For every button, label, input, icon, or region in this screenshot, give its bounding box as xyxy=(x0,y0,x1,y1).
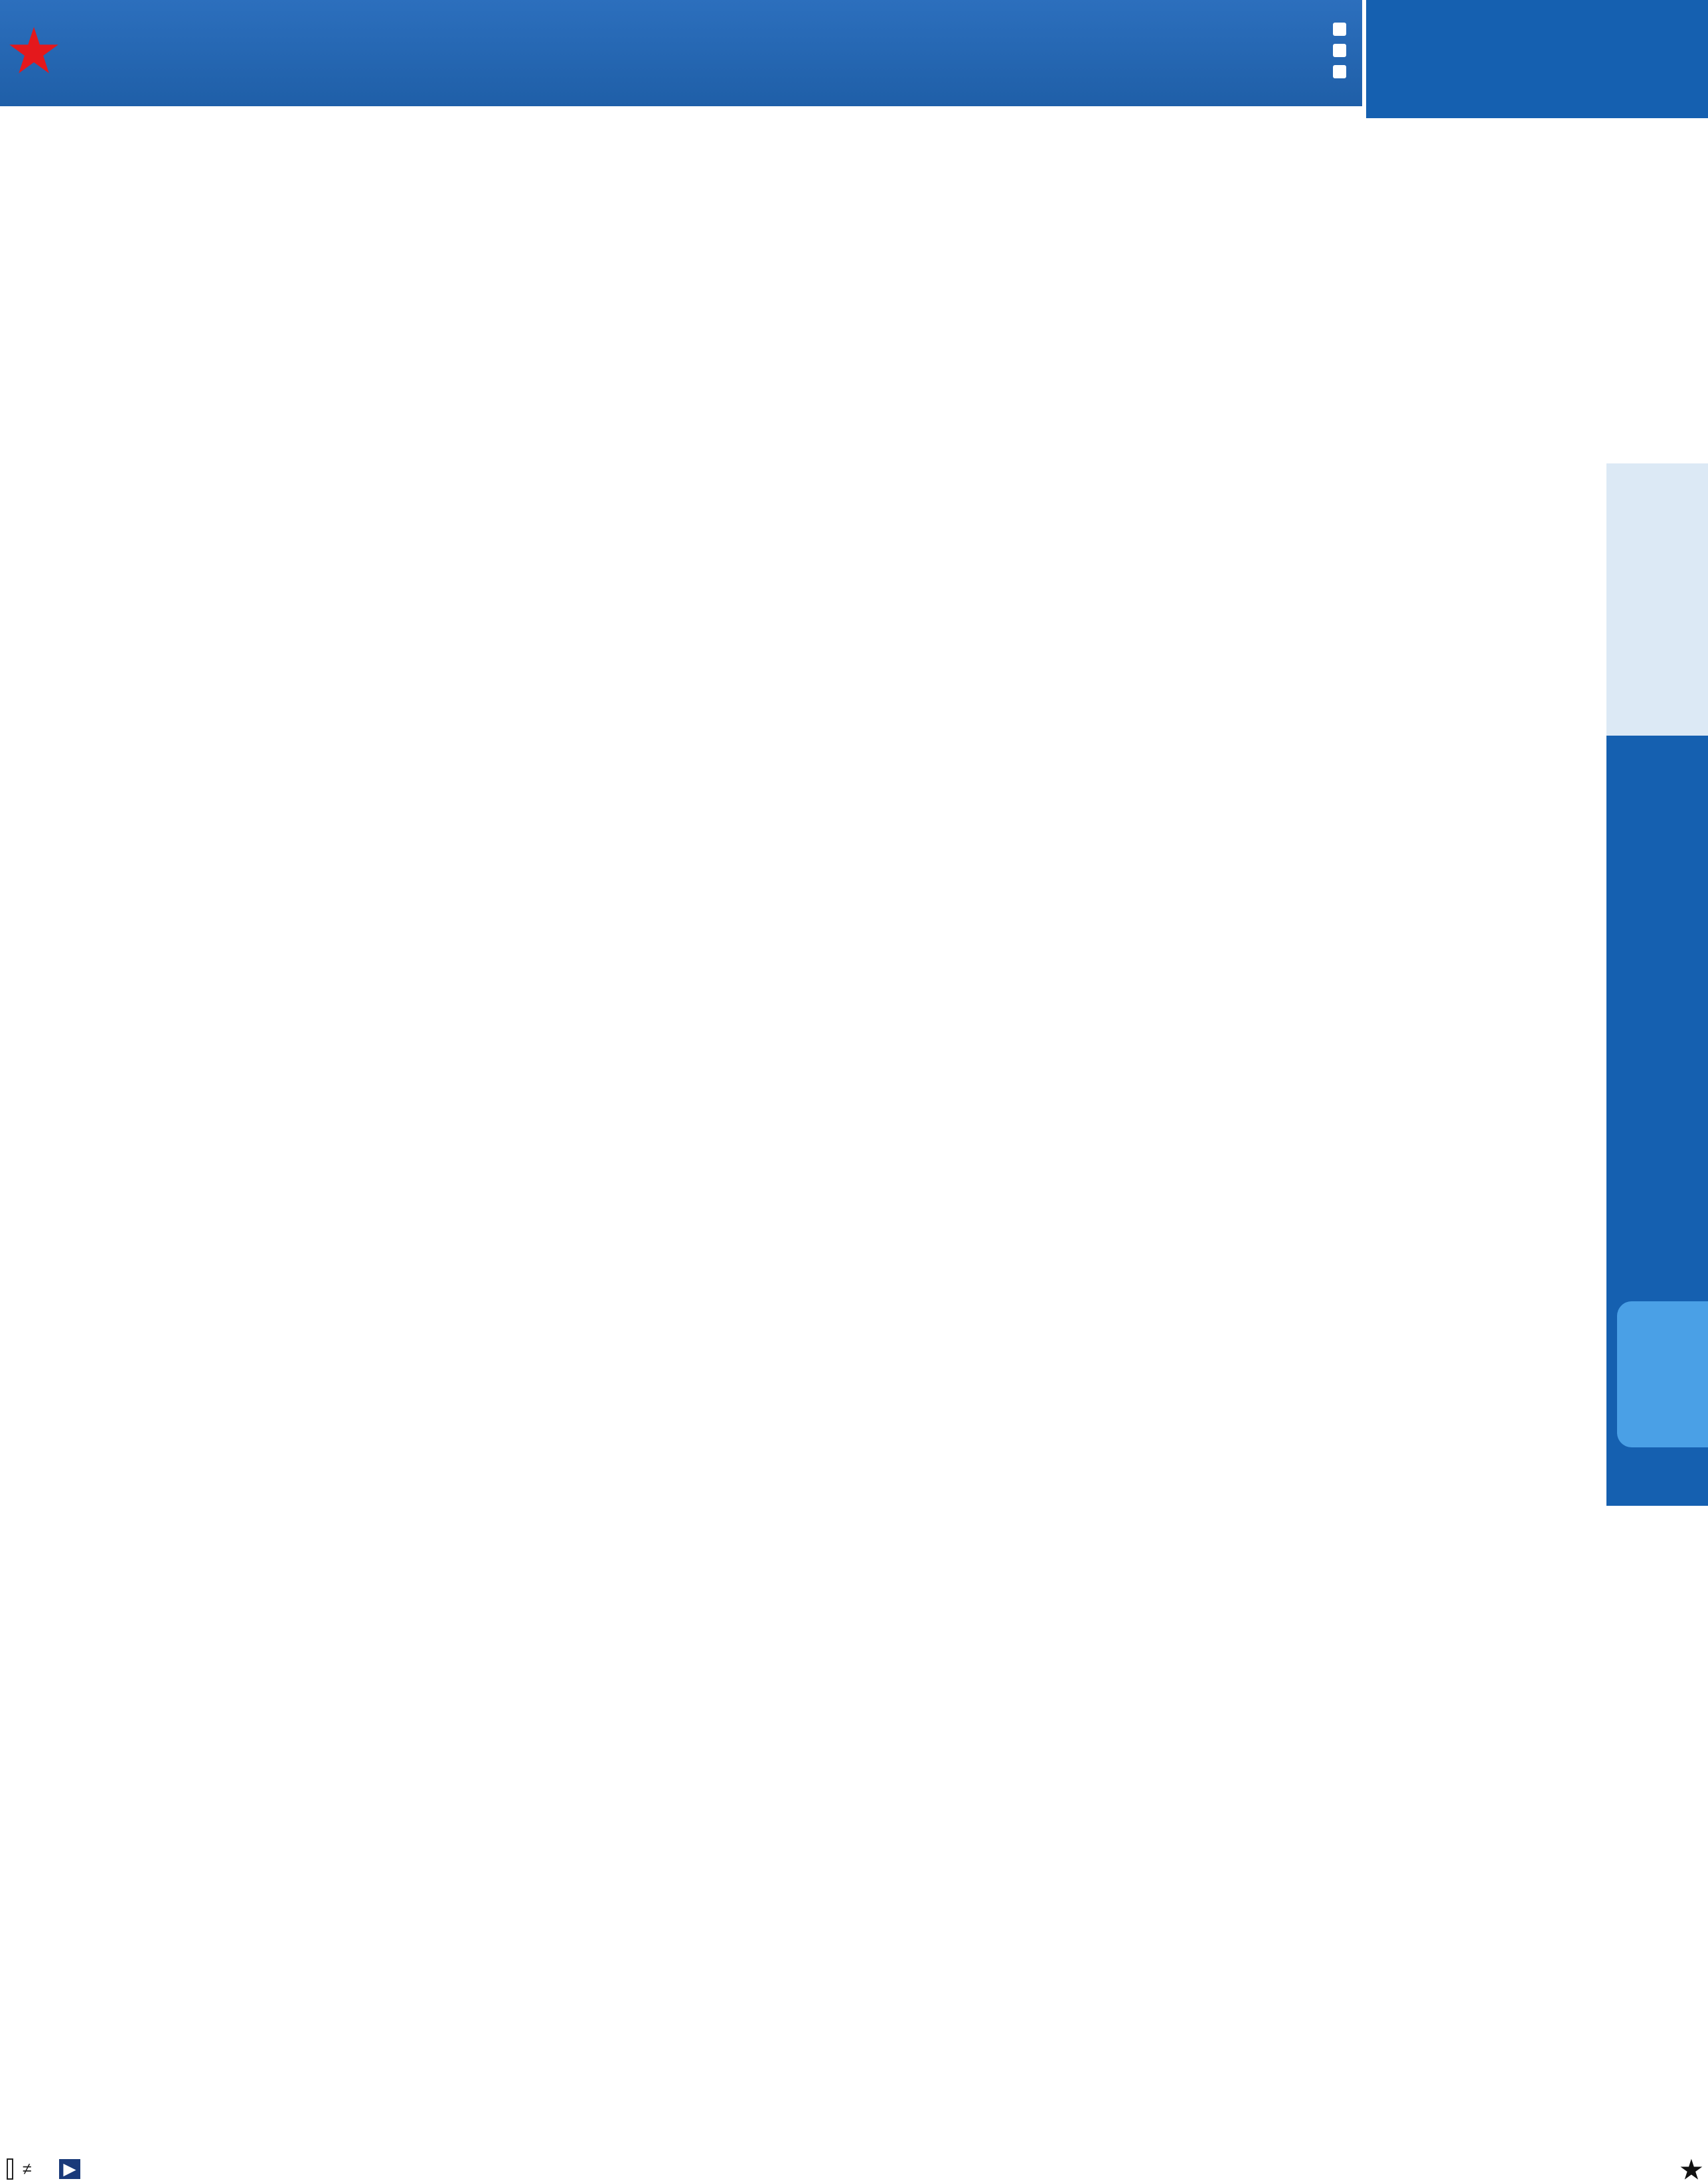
page-header xyxy=(0,0,1708,106)
legend xyxy=(7,2159,80,2179)
page-number: ★ xyxy=(1679,2156,1703,2183)
day-tab xyxy=(1617,1301,1708,1447)
tvmovie-logo xyxy=(5,14,63,88)
hoerfilm-icon: ≠ xyxy=(22,2160,32,2178)
page-footer xyxy=(0,2155,1708,2183)
day-banner xyxy=(1362,0,1708,118)
dots-divider-icon xyxy=(1333,23,1348,86)
star-icon: ★ xyxy=(5,14,63,88)
play-icon: ▶ xyxy=(59,2159,80,2179)
legend-sw-icon xyxy=(7,2158,13,2180)
